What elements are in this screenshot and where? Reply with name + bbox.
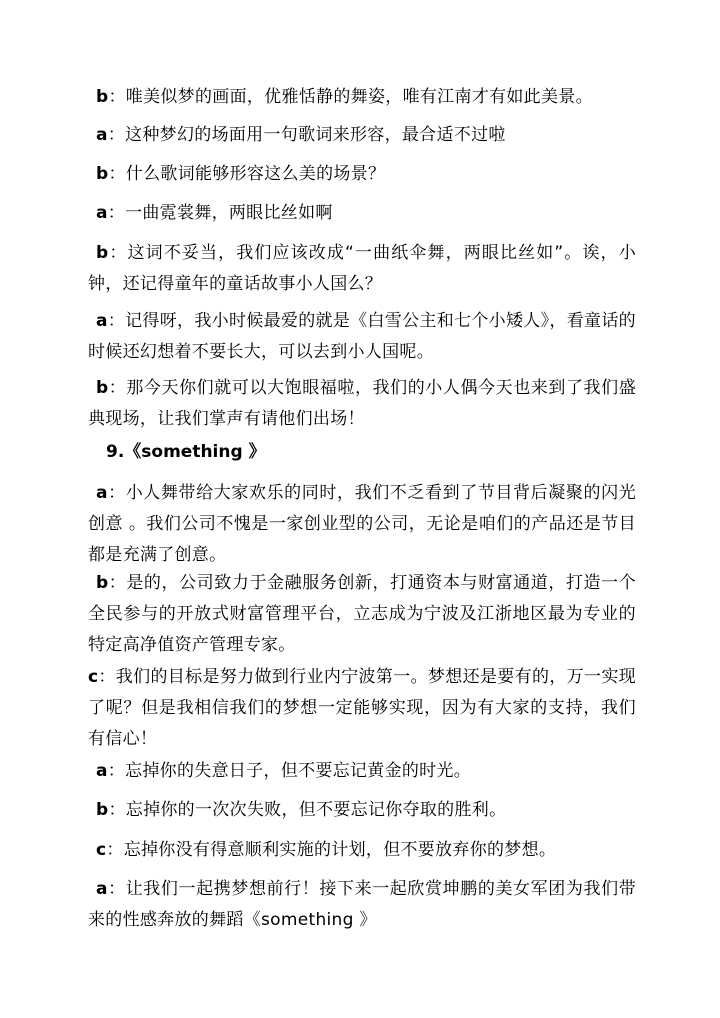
dialogue-text: ：小人舞带给大家欢乐的同时，我们不乏看到了节目背后凝聚的闪光创意 。我们公司不愧是一家创业型的公司，无论是咱们的产品还是节目都是充满了创意。 [88,483,636,565]
dialogue-text: ：忘掉你的失意日子，但不要忘记黄金的时光。 [107,761,472,781]
speaker-label: b [96,800,109,820]
dialogue-paragraph [88,198,636,229]
dialogue-paragraph [88,120,636,151]
dialogue-paragraph [88,756,636,787]
dialogue-text: ：忘掉你没有得意顺利实施的计划，但不要放弃你的梦想。 [106,840,557,860]
speaker-label: a [96,483,108,503]
speaker-label: b [96,87,109,107]
speaker-label: b [96,164,109,184]
dialogue-paragraph [88,568,636,661]
dialogue-paragraph [88,82,636,113]
dialogue-paragraph [88,373,636,435]
speaker-label: a [96,761,108,781]
section-heading: 9.《something 》 [106,442,266,462]
dialogue-text: ：一曲霓裳舞，两眼比丝如啊 [107,203,333,223]
dialogue-paragraph [88,478,636,571]
dialogue-text: ：这种梦幻的场面用一句歌词来形容，最合适不过啦 [107,125,506,145]
dialogue-text: ：这词不妥当，我们应该改成“一曲纸伞舞，两眼比丝如”。诶，小钟，还记得童年的童话故事小人国么？ [88,243,636,294]
dialogue-paragraph [88,795,636,826]
dialogue-text: ：是的，公司致力于金融服务创新，打通资本与财富通道，打造一个全民参与的开放式财富管理平台，立志成为宁波及江浙地区最为专业的特定高净值资产管理专家。 [88,573,636,655]
speaker-label: a [96,879,108,899]
speaker-label: a [96,203,108,223]
dialogue-text: ：让我们一起携梦想前行！接下来一起欣赏坤鹏的美女军团为我们带来的性感奔放的舞蹈《something 》 [88,879,636,930]
dialogue-text: ：忘掉你的一次次失败，但不要忘记你夺取的胜利。 [108,800,507,820]
speaker-label: b [96,573,109,593]
dialogue-paragraph [88,874,636,936]
dialogue-text: ：唯美似梦的画面，优雅恬静的舞姿，唯有江南才有如此美景。 [108,87,593,107]
dialogue-paragraph [88,306,636,368]
speaker-label: b [96,378,109,398]
dialogue-paragraph [88,835,636,866]
speaker-label: a [96,311,108,331]
speaker-label: c [88,667,99,687]
speaker-label: c [96,840,107,860]
dialogue-paragraph [88,238,636,300]
speaker-label: b [96,243,109,263]
dialogue-paragraph [88,662,636,755]
dialogue-paragraph [88,159,636,190]
dialogue-text: ：我们的目标是努力做到行业内宁波第一。梦想还是要有的，万一实现了呢？但是我相信我们的梦想一定能够实现，因为有大家的支持，我们有信心！ [88,667,636,749]
dialogue-text: ：那今天你们就可以大饱眼福啦，我们的小人偶今天也来到了我们盛典现场，让我们掌声有请他们出场！ [88,378,636,429]
speaker-label: a [96,125,108,145]
dialogue-text: ：什么歌词能够形容这么美的场景？ [108,164,386,184]
dialogue-text: ：记得呀，我小时候最爱的就是《白雪公主和七个小矮人》，看童话的时候还幻想着不要长大，可以去到小人国呢。 [88,311,636,362]
